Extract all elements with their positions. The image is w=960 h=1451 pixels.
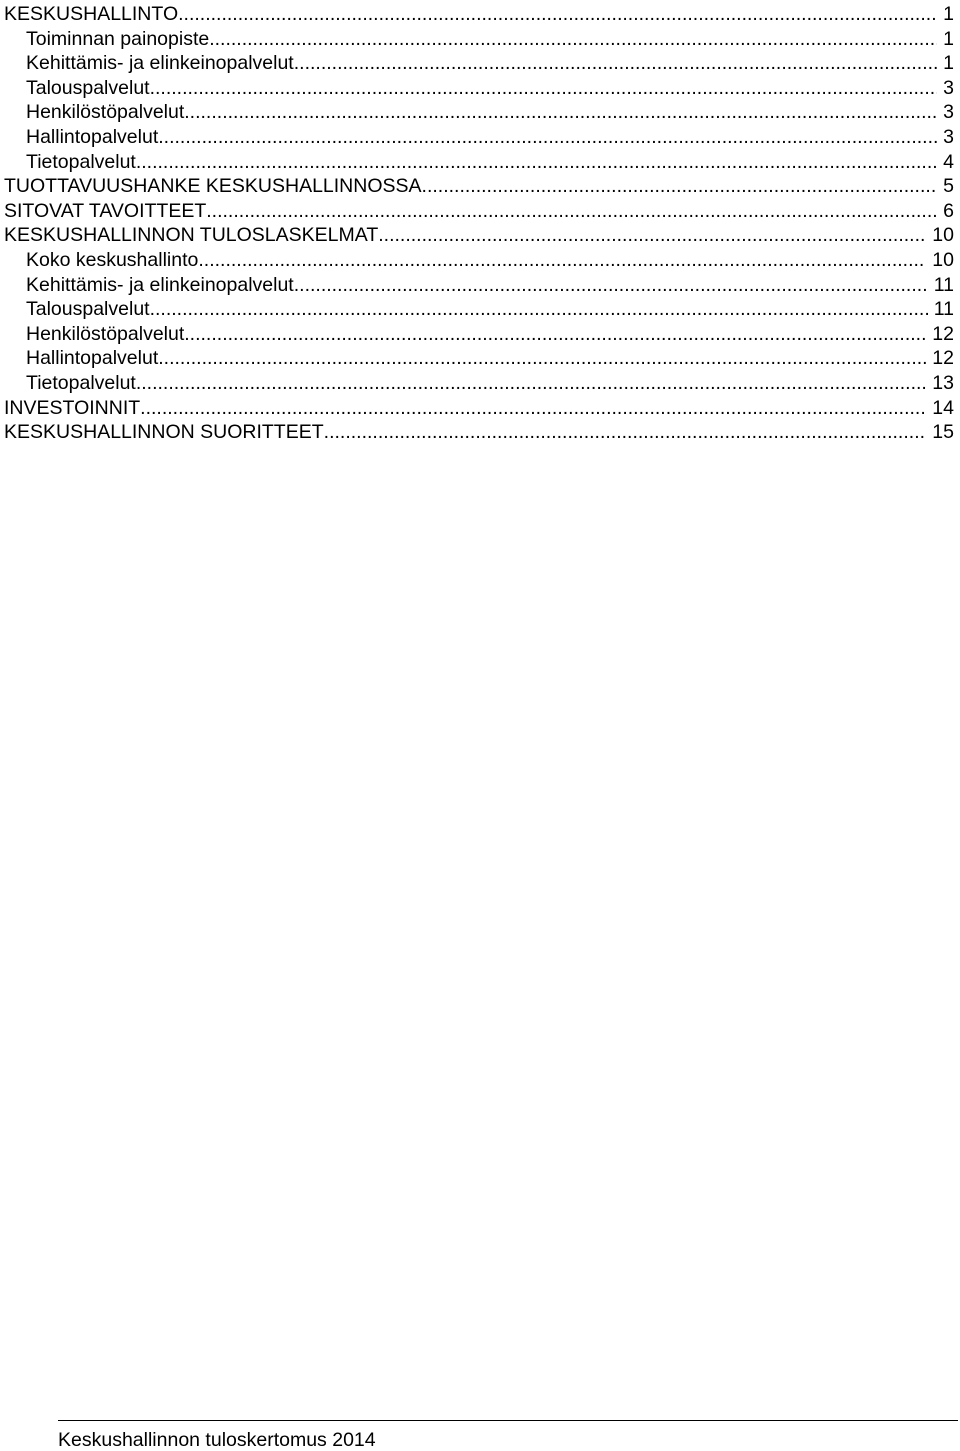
toc-entry-page: 4 (943, 150, 954, 173)
toc-entry-title: KESKUSHALLINTO (4, 3, 179, 25)
toc-entry[interactable] (4, 248, 954, 273)
toc-entry[interactable] (4, 420, 954, 445)
toc-entry-title: KESKUSHALLINNON SUORITTEET (4, 421, 324, 444)
footer-text: Keskushallinnon tuloskertomus 2014 (58, 1429, 376, 1451)
toc-dot-leader (209, 27, 937, 52)
toc-entry-page: 10 (932, 224, 954, 247)
toc-entry-title: Henkilöstöpalvelut (26, 322, 185, 345)
toc-entry-page: 13 (932, 371, 954, 394)
toc-entry-page: 12 (932, 347, 954, 370)
toc-entry-title: KESKUSHALLINNON TULOSLASKELMAT (4, 224, 379, 247)
toc-dot-leader (158, 125, 937, 150)
toc-entry-title: Talouspalvelut (26, 298, 150, 321)
toc-dot-leader (136, 150, 937, 175)
toc-entry-page: 11 (933, 273, 954, 296)
toc-entry-title: Hallintopalvelut (26, 125, 159, 148)
toc-entry[interactable] (4, 2, 954, 27)
toc-dot-leader (178, 2, 937, 27)
toc-entry-title: Koko keskushallinto (26, 248, 199, 271)
toc-entry-title: TUOTTAVUUSHANKE KESKUSHALLINNOSSA (4, 175, 422, 198)
toc-entry[interactable] (4, 51, 954, 76)
toc-entry-title: Henkilöstöpalvelut (26, 101, 185, 124)
toc-entry-title: Talouspalvelut (26, 76, 150, 99)
toc-entry-title: Hallintopalvelut (26, 347, 159, 370)
toc-entry[interactable] (4, 174, 954, 199)
toc-dot-leader (378, 223, 926, 248)
toc-entry[interactable] (4, 297, 954, 322)
toc-dot-leader (324, 420, 927, 445)
toc-entry[interactable] (4, 76, 954, 101)
toc-entry[interactable] (4, 223, 954, 248)
toc-dot-leader (158, 346, 926, 371)
toc-dot-leader (184, 100, 937, 125)
toc-entry[interactable] (4, 27, 954, 52)
toc-entry-title: Kehittämis- ja elinkeinopalvelut (26, 273, 294, 296)
toc-entry-page: 1 (943, 27, 954, 50)
toc-entry-page: 6 (943, 199, 954, 222)
toc-entry-page: 3 (943, 101, 954, 124)
toc-entry-title: Kehittämis- ja elinkeinopalvelut (26, 52, 294, 75)
toc-entry-title: Tietopalvelut (26, 371, 136, 394)
toc-entry-page: 1 (943, 3, 954, 25)
toc-dot-leader (136, 371, 926, 396)
toc-dot-leader (140, 396, 926, 421)
table-of-contents (4, 2, 954, 445)
toc-entry-page: 5 (943, 175, 954, 198)
toc-entry-page: 14 (932, 396, 954, 419)
toc-dot-leader (422, 174, 938, 199)
page-footer (58, 1420, 958, 1451)
toc-entry[interactable] (4, 150, 954, 175)
toc-entry[interactable] (4, 396, 954, 421)
toc-entry-page: 3 (943, 76, 954, 99)
toc-entry-page: 12 (932, 322, 954, 345)
toc-dot-leader (294, 273, 928, 298)
toc-entry-page: 10 (932, 248, 954, 271)
toc-entry[interactable] (4, 100, 954, 125)
toc-entry-title: Toiminnan painopiste (26, 27, 210, 50)
toc-dot-leader (206, 199, 937, 224)
toc-dot-leader (150, 76, 938, 101)
toc-dot-leader (198, 248, 926, 273)
toc-entry-page: 1 (943, 52, 954, 75)
toc-entry[interactable] (4, 346, 954, 371)
toc-dot-leader (294, 51, 937, 76)
toc-entry-page: 15 (932, 421, 954, 444)
toc-entry-title: INVESTOINNIT (4, 396, 141, 419)
toc-entry[interactable] (4, 125, 954, 150)
toc-entry[interactable] (4, 371, 954, 396)
toc-entry[interactable] (4, 199, 954, 224)
toc-entry[interactable] (4, 273, 954, 298)
toc-entry[interactable] (4, 322, 954, 347)
toc-dot-leader (150, 297, 928, 322)
toc-entry-page: 11 (933, 298, 954, 321)
toc-entry-title: Tietopalvelut (26, 150, 136, 173)
toc-entry-page: 3 (943, 125, 954, 148)
toc-dot-leader (184, 322, 926, 347)
toc-entry-title: SITOVAT TAVOITTEET (4, 199, 207, 222)
